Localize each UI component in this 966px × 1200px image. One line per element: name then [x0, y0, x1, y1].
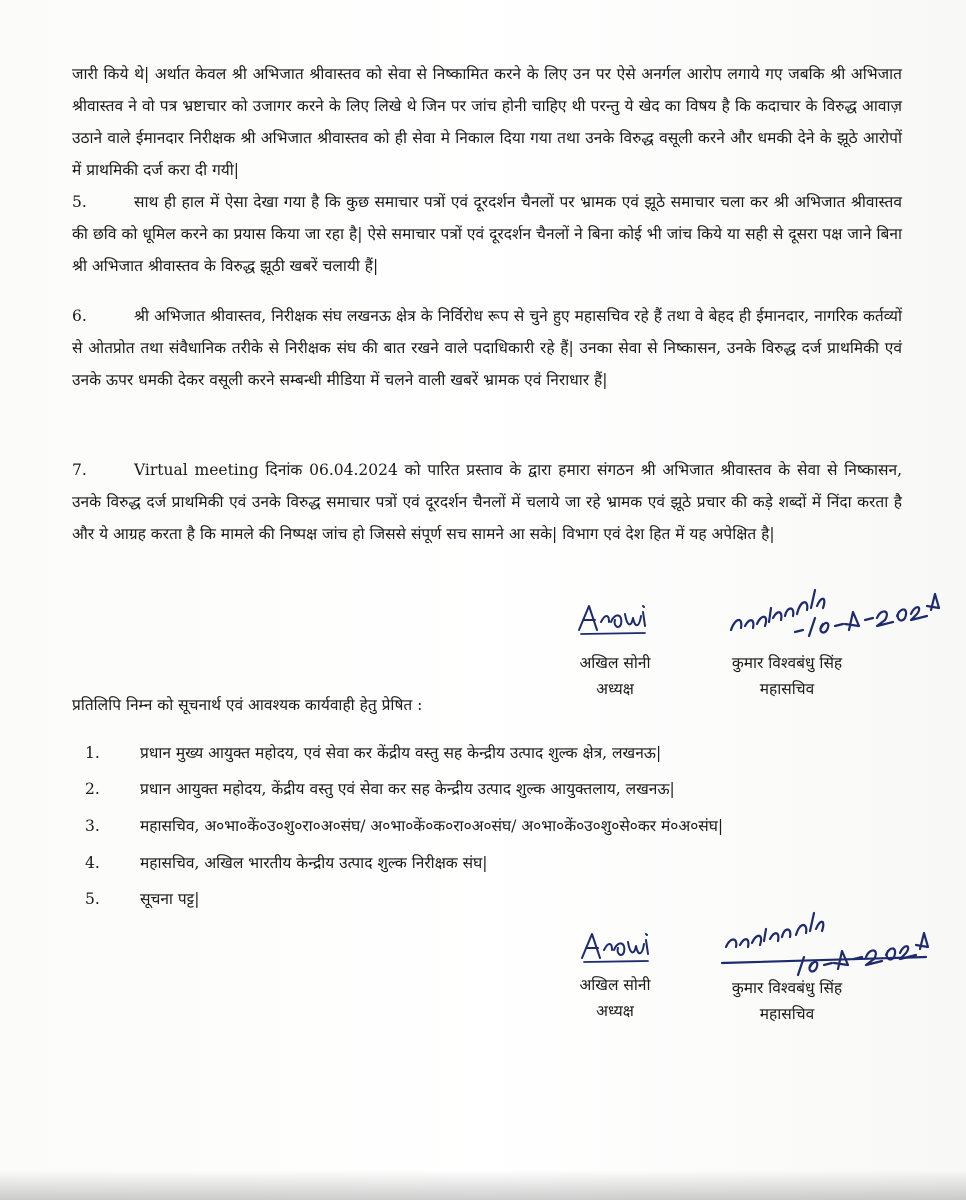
signatory-name: कुमार विश्वबंधु सिंह: [731, 979, 843, 997]
copy-to-item: [85, 777, 675, 799]
signatory-name: अखिल सोनी: [579, 654, 651, 672]
signatory-title: अध्यक्ष: [596, 680, 634, 698]
scan-shadow: [0, 1170, 966, 1200]
copy-to-item: [85, 851, 488, 873]
signatory-title: महासचिव: [759, 680, 815, 698]
paragraph-text: साथ ही हाल में ऐसा देखा गया है कि कुछ समाचार पत्रों एवं दूरदर्शन चैनलों पर भ्रामक एवं झूठे समाचार चला कर श्री अभिजात श्रीवास्तव की छवि को धूमिल करने का प्रयास किया जा रहा है| ऐसे समाचार पत्रों एवं दूरदर्शन चैनलों ने बिना कोई भी जांच किये या सही से दूसरा पक्ष जाने बिना श्री अभिजात श्रीवास्तव के विरुद्ध झूठी खबरें चलायी हैं|: [72, 193, 902, 275]
item-text: महासचिव, अखिल भारतीय केन्द्रीय उत्पाद शुल्क निरीक्षक संघ|: [140, 854, 488, 872]
paragraph-5: [72, 186, 902, 282]
paragraph-7: [72, 454, 902, 550]
paragraph-continuation: [72, 58, 902, 186]
signatory-name: अखिल सोनी: [579, 976, 651, 994]
item-text: महासचिव, अ०भा०कें०उ०शु०रा०अ०संघ/ अ०भा०कें०क०रा०अ०संघ/ अ०भा०कें०उ०शु०से०कर मं०अ०संघ|: [140, 817, 724, 835]
handwritten-signature-asoni: [575, 600, 655, 640]
signatory-title: अध्यक्ष: [596, 1002, 634, 1020]
paragraph-6: [72, 300, 902, 396]
handwritten-signature-kumar-bandhu: [725, 570, 945, 650]
signature-block-general-secretary: [712, 650, 862, 702]
paragraph-number: 7.: [72, 461, 87, 479]
copy-to-heading: प्रतिलिपि निम्न को सूचनार्थ एवं आवश्यक कार्यवाही हेतु प्रेषित :: [72, 696, 423, 714]
item-number: 3.: [85, 817, 100, 835]
signature-block-president: [560, 972, 670, 1024]
copy-to-item: [85, 741, 661, 763]
copy-to-item: [85, 887, 199, 909]
signatory-name: कुमार विश्वबंधु सिंह: [731, 654, 843, 672]
item-number: 2.: [85, 780, 100, 798]
signature-block-general-secretary: [712, 975, 862, 1027]
item-number: 5.: [85, 890, 100, 908]
handwritten-signature-asoni: [578, 928, 658, 968]
item-number: 4.: [85, 854, 100, 872]
paragraph-text: श्री अभिजात श्रीवास्तव, निरीक्षक संघ लखनऊ क्षेत्र के निर्विरोध रूप से चुने हुए महासचिव रहे हैं तथा वे बेहद ही ईमानदार, नागरिक कर्तव्यों से ओतप्रोत तथा संवैधानिक तरीके से निरीक्षक संघ की बात रखने वाले पदाधिकारी रहे हैं| उनका सेवा से निष्कासन, उनके विरुद्ध दर्ज प्राथमिकी एवं उनके ऊपर धमकी देकर वसूली करने सम्बन्धी मीडिया में चलने वाली खबरें भ्रामक एवं निराधार हैं|: [72, 307, 902, 389]
signatory-title: महासचिव: [759, 1005, 815, 1023]
paragraph-text: जारी किये थे| अर्थात केवल श्री अभिजात श्रीवास्तव को सेवा से निष्कामित करने के लिए उन पर ऐसे अनर्गल आरोप लगाये गए जबकि श्री अभिजात श्रीवास्तव ने वो पत्र भ्रष्टाचार को उजागर करने के लिए लिखे थे जिन पर जांच होनी चाहिए थी परन्तु ये खेद का विषय है कि कदाचार के विरुद्ध आवाज़ उठाने वाले ईमानदार निरीक्षक श्री अभिजात श्रीवास्तव को ही सेवा मे निकाल दिया गया तथा उनके विरुद्ध वसूली करने और धमकी देने के झूठे आरोपों में प्राथमिकी दर्ज करा दी गयी|: [72, 65, 902, 179]
paragraph-text: Virtual meeting दिनांक 06.04.2024 को पारित प्रस्ताव के द्वारा हमारा संगठन श्री अभिजात श्रीवास्तव के सेवा से निष्कासन, उनके विरुद्ध दर्ज प्राथमिकी एवं उनके विरुद्ध समाचार पत्रों एवं दूरदर्शन चैनलों में चलाये जा रहे भ्रामक एवं झूठे प्रचार की कड़े शब्दों में निंदा करता है और ये आग्रह करता है कि मामले की निष्पक्ष जांच हो जिससे संपूर्ण सच सामने आ सके| विभाग एवं देश हित में यह अपेक्षित है|: [72, 461, 902, 543]
paragraph-number: 6.: [72, 307, 87, 325]
item-text: सूचना पट्ट|: [140, 890, 200, 908]
item-text: प्रधान मुख्य आयुक्त महोदय, एवं सेवा कर केंद्रीय वस्तु सह केन्द्रीय उत्पाद शुल्क क्षेत्र, लखनऊ|: [140, 744, 662, 762]
paragraph-number: 5.: [72, 193, 87, 211]
item-number: 1.: [85, 744, 100, 762]
handwritten-signature-kumar-bandhu: [720, 905, 945, 985]
item-text: प्रधान आयुक्त महोदय, केंद्रीय वस्तु एवं सेवा कर सह केन्द्रीय उत्पाद शुल्क आयुक्तलाय, लखनऊ|: [140, 780, 675, 798]
signature-block-president: [560, 650, 670, 702]
copy-to-item: [85, 814, 723, 836]
